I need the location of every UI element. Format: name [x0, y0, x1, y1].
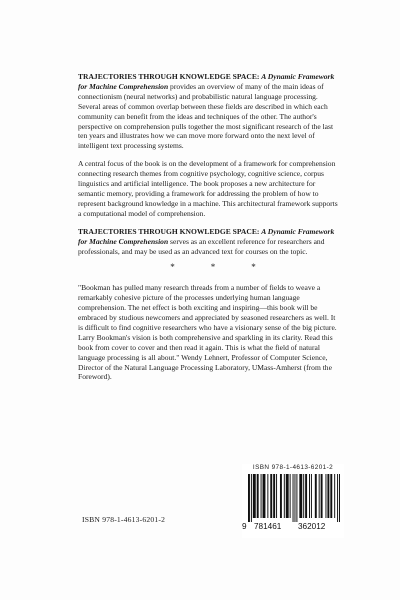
isbn-text: ISBN 978-1-4613-6201-2 [82, 515, 166, 524]
description-paragraph-2 [78, 159, 340, 218]
barcode-block [242, 464, 344, 538]
description-paragraph-1 [78, 72, 340, 151]
book-title-bold: TRAJECTORIES THROUGH KNOWLEDGE SPACE: [78, 72, 260, 81]
barcode-isbn-label: ISBN 978-1-4613-6201-2 [252, 464, 334, 471]
barcode-digit-first: 9 [242, 522, 247, 531]
paragraph-text: provides an overview of many of the main ideas of connectionism (neural networks) and probabilistic natural language processing. Several areas of common overlap between these fields are described in which each community can benefit from the ideas and techniques of the other. The author's perspective on comprehension pulls together the most significant research of the last ten years and illustrates how we can move more forward onto the next level of intelligent text processing systems. [78, 81, 334, 151]
paragraph-text: A central focus of the book is on the development of a framework for comprehension connecting research themes from cognitive psychology, cognitive science, corpus linguistics and artificial intelligence. The book proposes a new architecture for semantic memory, providing a framework for addressing the problem of how to represent background knowledge in a machine. This architectural framework supports a computational model of comprehension. [78, 159, 338, 218]
barcode-icon [248, 474, 340, 522]
section-separator [78, 263, 340, 273]
separator-star: * [170, 262, 175, 273]
foreword-quote [78, 283, 340, 382]
book-title-bold: TRAJECTORIES THROUGH KNOWLEDGE SPACE: [78, 226, 260, 236]
description-paragraph-3 [78, 227, 340, 257]
barcode-digits-left: 781461 [254, 522, 282, 531]
separator-star: * [210, 262, 216, 273]
barcode-digits-right: 362012 [298, 522, 326, 531]
back-cover-text [78, 72, 340, 382]
paragraph-text: serves as an excellent reference for researchers and professionals, and may be used as an advanced text for courses on the topic. [78, 236, 325, 256]
quote-text: "Bookman has pulled many research threads from a number of fields to weave a remarkably cohesive picture of the processes underlying human language comprehension. The net effect is both exciting and inspiring—this book will be embraced by studious newcomers and appreciated by seasoned researchers as well. It is difficult to find cognitive researchers who have a visionary sense of the big picture. Larry Bookman's vision is both comprehensive and sparkling in its clarity. Read this book from cover to cover and then read it again. This is what the field of natural language processing is all about." Wendy Lehnert, Professor of Computer Science, Director of the Natural Language Processing Laboratory, UMass-Amherst (from the Foreword). [78, 283, 337, 382]
book-subtitle-italic: A Dynamic Framework for Machine Comprehension [78, 226, 335, 246]
separator-star: * [251, 262, 256, 273]
book-subtitle-italic: A Dynamic Framework for Machine Comprehension [78, 72, 335, 91]
